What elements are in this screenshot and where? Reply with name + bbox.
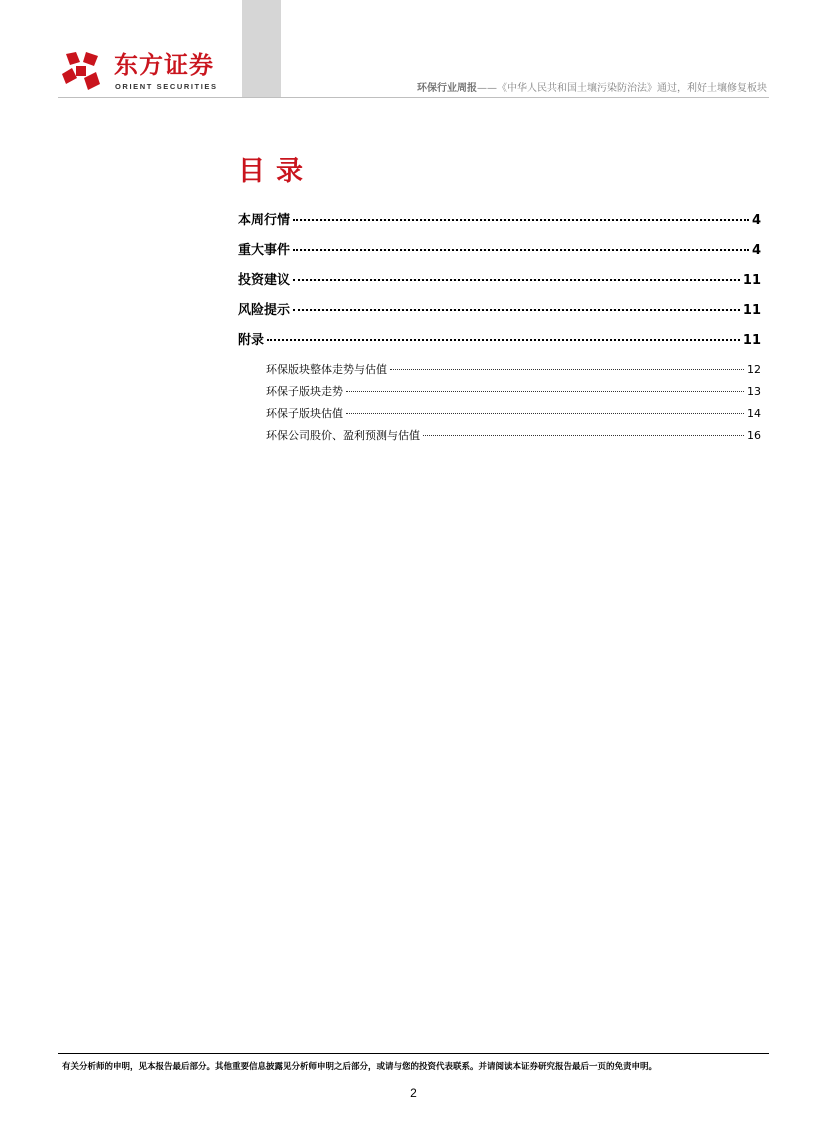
toc-subentry-page: 16: [747, 429, 761, 442]
orient-logo-icon: [58, 48, 104, 94]
toc-leader-dots: [293, 219, 749, 221]
toc-leader-dots: [293, 279, 740, 281]
toc-leader-dots: [267, 339, 740, 341]
toc-leader-dots: [346, 413, 744, 414]
toc-entry-label: 本周行情: [238, 213, 291, 228]
toc-entry-page: 4: [751, 213, 761, 228]
toc-leader-dots: [293, 249, 749, 251]
toc-subentry-page: 14: [747, 407, 761, 420]
toc-subentry[interactable]: [238, 360, 761, 382]
toc-subentry-page: 12: [747, 363, 761, 376]
toc-subentry[interactable]: [238, 426, 761, 448]
brand-logo: [58, 48, 228, 96]
toc-subentry[interactable]: [238, 404, 761, 426]
toc-entry-label: 重大事件: [238, 243, 291, 258]
toc-entry[interactable]: [238, 300, 761, 330]
footer-divider: [58, 1053, 769, 1054]
toc-leader-dots: [346, 391, 744, 392]
brand-name-cn: 东方证券: [114, 51, 214, 79]
toc-leader-dots: [293, 309, 740, 311]
toc-title: 目录: [238, 156, 314, 187]
toc-subentry-page: 13: [747, 385, 761, 398]
toc-entry-page: 11: [742, 273, 761, 288]
toc-subentry-label: 环保公司股价、盈利预测与估值: [266, 429, 420, 442]
report-header: [417, 82, 767, 96]
toc-entry-label: 投资建议: [238, 273, 291, 288]
page-number: 2: [410, 1086, 417, 1100]
toc-entry-page: 4: [751, 243, 761, 258]
brand-name-en: ORIENT SECURITIES: [115, 82, 218, 91]
toc-entry-label: 风险提示: [238, 303, 291, 318]
report-type: 环保行业周报: [417, 83, 477, 94]
footer-disclaimer: 有关分析师的申明，见本报告最后部分。其他重要信息披露见分析师申明之后部分，或请与您的投资代表联系。并请阅读本证券研究报告最后一页的免责申明。: [62, 1062, 658, 1072]
toc-entry[interactable]: [238, 210, 761, 240]
table-of-contents: [238, 210, 761, 448]
toc-leader-dots: [423, 435, 744, 436]
toc-subentry-label: 环保版块整体走势与估值: [266, 363, 387, 376]
toc-entry-page: 11: [742, 333, 761, 348]
toc-subentry-label: 环保子版块走势: [266, 385, 343, 398]
toc-entry-page: 11: [742, 303, 761, 318]
report-subtitle: ——《中华人民共和国土壤污染防治法》通过，利好土壤修复板块: [477, 83, 767, 94]
toc-entry[interactable]: [238, 270, 761, 300]
header-decor-tab: [242, 0, 281, 97]
toc-subentry[interactable]: [238, 382, 761, 404]
toc-subentry-label: 环保子版块估值: [266, 407, 343, 420]
header-divider: [58, 97, 769, 98]
toc-entry[interactable]: [238, 240, 761, 270]
toc-entry[interactable]: [238, 330, 761, 360]
toc-leader-dots: [390, 369, 744, 370]
toc-entry-label: 附录: [238, 333, 265, 348]
